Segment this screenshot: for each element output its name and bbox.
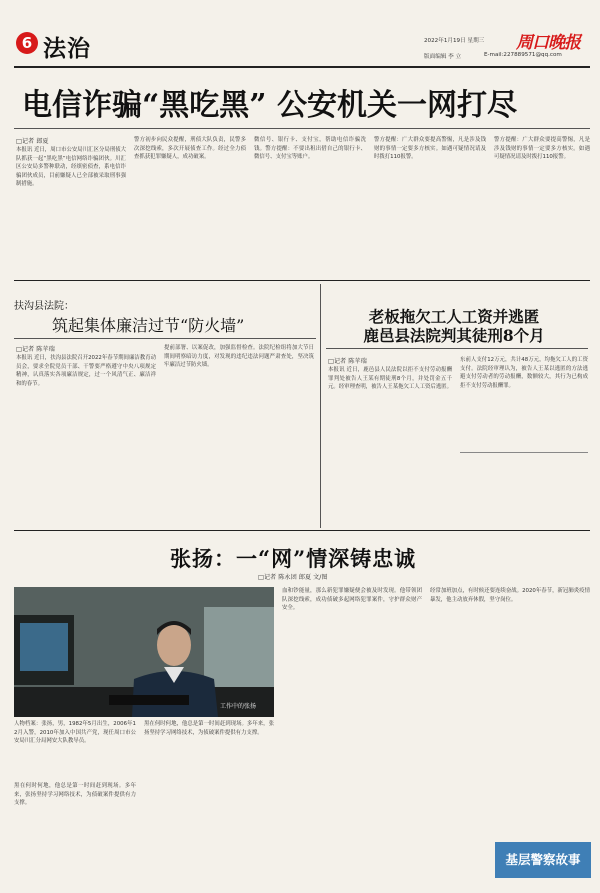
article1-column-4: 警方提醒：广大群众要提高警惕，凡是涉及钱财的事情一定要多方核实。如遇可疑情况请及时拨打110报警。 — [374, 137, 486, 161]
page-editor: 版面编辑 李 立 — [424, 54, 462, 60]
article3-column-1: 本报讯 近日，鹿邑县人民法院以拒不支付劳动报酬罪判处被告人王某有期徒刑8个月，并处罚金五千元。经审理查明，被告人王某拖欠工人工资后逃匿。 — [328, 367, 452, 391]
police-officer-photo — [14, 587, 274, 717]
photo-label: 工作中的张扬 — [220, 703, 257, 710]
article-column-separator — [320, 284, 321, 528]
article2-kicker: 扶沟县法院： — [14, 301, 74, 312]
article1-bottom-rule — [14, 280, 590, 281]
section-title: 法治 — [43, 35, 91, 62]
article3-bottom-rule — [14, 530, 590, 531]
article3-headline-line2: 鹿邑县法院判其徒刑8个月 — [363, 326, 545, 345]
article1-column-1: 本报讯 近日，周口市公安局川汇区分局刑侦大队抓获一起“黑吃黑”电信网络诈骗团伙。川汇区公安局多警种联动，经缜密侦查，系电信诈骗团伙成员，目前嫌疑人已全部被采取刑事强制措施。 — [16, 147, 126, 188]
article1-headline: 电信诈骗“黑吃黑” 公安机关一网打尽 — [22, 88, 517, 123]
issue-date: 2022年1月19日 星期三 — [424, 38, 485, 44]
editor-email: E-mail:227889571@qq.com — [484, 52, 562, 58]
article4-column-2: 黑在何时何地，他总是第一时间赶到现场。多年来，张扬坚持学习网络技术，为侦破案件提供有力支撑。 — [144, 721, 274, 736]
column-label-grassroots-police: 基层警察故事 — [495, 842, 591, 878]
photo-caption: 人物档案：张扬，男，1982年5月出生，2006年12月入警，2010年加入中国共产党，现任周口市公安局川汇分局网安大队教导员。 — [14, 721, 136, 745]
officer-illustration — [14, 587, 274, 717]
article1-column-2: 警方初步向民众提醒，刑侦大队负责，民警多次深挖线索，多次开展侦查工作。经过全力侦查抓获犯罪嫌疑人，成功破案。 — [134, 137, 246, 161]
article4-byline: □记者 陈永团 郎夏 文/图 — [258, 574, 328, 581]
article1-top-divider — [14, 128, 590, 129]
page-number-badge: 6 — [16, 32, 38, 54]
article2-divider — [14, 338, 316, 339]
article1-column-3: 微信号、银行卡、支付宝，帮助电信诈骗洗钱。警方提醒：不要出租出借自己的银行卡、微信号、支付宝等账户。 — [254, 137, 366, 161]
article3-headline-line1: 老板拖欠工人工资并逃匿 — [368, 307, 540, 326]
article1-byline: □记者 郎夏 — [16, 138, 49, 145]
header-rule — [14, 66, 590, 68]
article3-byline: □记者 陈苹瑞 — [328, 358, 367, 365]
article2-column-2: 提前部署、以案促改，加强监督检查。法院纪检组将加大节日期间明察暗访力度，对发现的违纪违法问题严肃查处，坚决筑牢廉洁过节防火墙。 — [164, 345, 314, 369]
article4-column-3: 血和钞能量，那么新犯罪嫌疑便会被及时发现。他带领团队深挖线索，成功侦破多起网络犯罪案件，守护群众财产安全。 — [282, 588, 422, 612]
article4-column-1: 黑在何时何地，他总是第一时间赶到现场。多年来，张扬坚持学习网络技术，为侦破案件提供有力支撑。 — [14, 783, 136, 807]
article2-byline: □记者 陈苹瑞 — [16, 346, 55, 353]
article1-column-5: 警方提醒：广大群众要提高警惕，凡是涉及钱财的事情一定要多方核实。如遇可疑情况请及时拨打110报警。 — [494, 137, 590, 161]
article2-headline: 筑起集体廉洁过节“防火墙” — [52, 316, 245, 335]
newspaper-logo: 周口晚报 — [516, 33, 580, 53]
article3-divider — [326, 348, 588, 349]
article3-author-note-box — [460, 452, 588, 525]
article4-column-4: 经常加班加点，有时候还要连续奋战。2020年春节，新冠肺炎疫情暴发，他主动放弃休假，坚守岗位。 — [430, 588, 590, 603]
article4-headline: 张扬：一“网”情深铸忠诚 — [170, 546, 417, 571]
article3-column-2: 东前人支付12万元，共计48万元，均拖欠工人的工资支付。法院经审理认为，被告人王某以逃匿的方法逃避支付劳动者的劳动报酬，数额较大，其行为已构成拒不支付劳动报酬罪。 — [460, 357, 588, 389]
article2-column-1: 本报讯 近日，扶沟县法院召开2022年春节期间廉洁教育动员会，要求全院党员干部、干警要严格遵守中央八项规定精神，认真落实各项廉洁规定，过一个风清气正、廉洁祥和的春节。 — [16, 355, 156, 387]
